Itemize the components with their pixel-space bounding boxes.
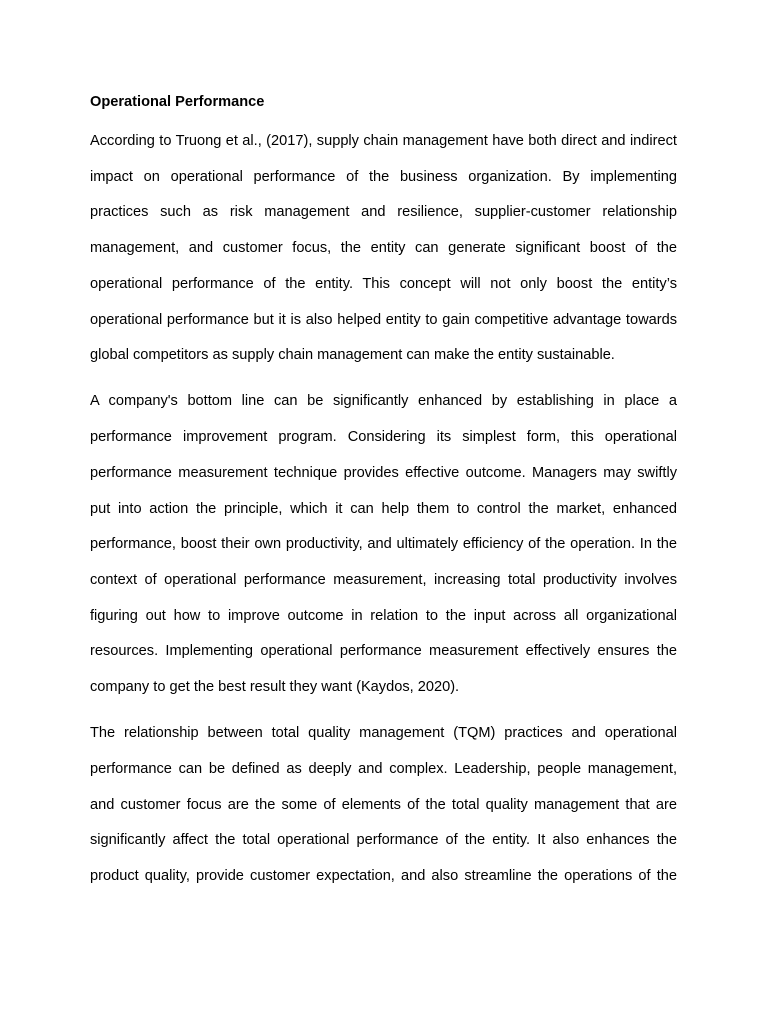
paragraph-performance-improvement: A company's bottom line can be significantly enhanced by establishing in place a performance improvement program. Considering its simplest form, this operational performance measurement technique provides effective outcome. Managers may swiftly put into action the principle, which it can help them to control the market, enhanced performance, boost their own productivity, and ultimately efficiency of the operation. In the context of operational performance measurement, increasing total productivity involves figuring out how to improve outcome in relation to the input across all organizational resources. Implementing operational performance measurement effectively ensures the company to get the best result they want (Kaydos, 2020).: [90, 393, 677, 696]
section-heading: Operational Performance: [90, 94, 265, 110]
paragraph-supply-chain: According to Truong et al., (2017), supply chain management have both direct and indirect impact on operational performance of the business organization. By implementing practices such as risk management and resilience, supplier-customer relationship management, and customer focus, the entity can generate significant boost of the operational performance of the entity. This concept will not only boost the entity’s operational performance but it is also helped entity to gain competitive advantage towards global competitors as supply chain management can make the entity sustainable.: [90, 133, 677, 364]
paragraph-tqm: The relationship between total quality management (TQM) practices and operational performance can be defined as deeply and complex. Leadership, people management, and customer focus are the some of elements of the total quality management that are significantly affect the total operational performance of the entity. It also enhances the product quality, provide customer expectation, and also streamline the operations of the: [90, 725, 677, 885]
document-body: [90, 90, 677, 905]
